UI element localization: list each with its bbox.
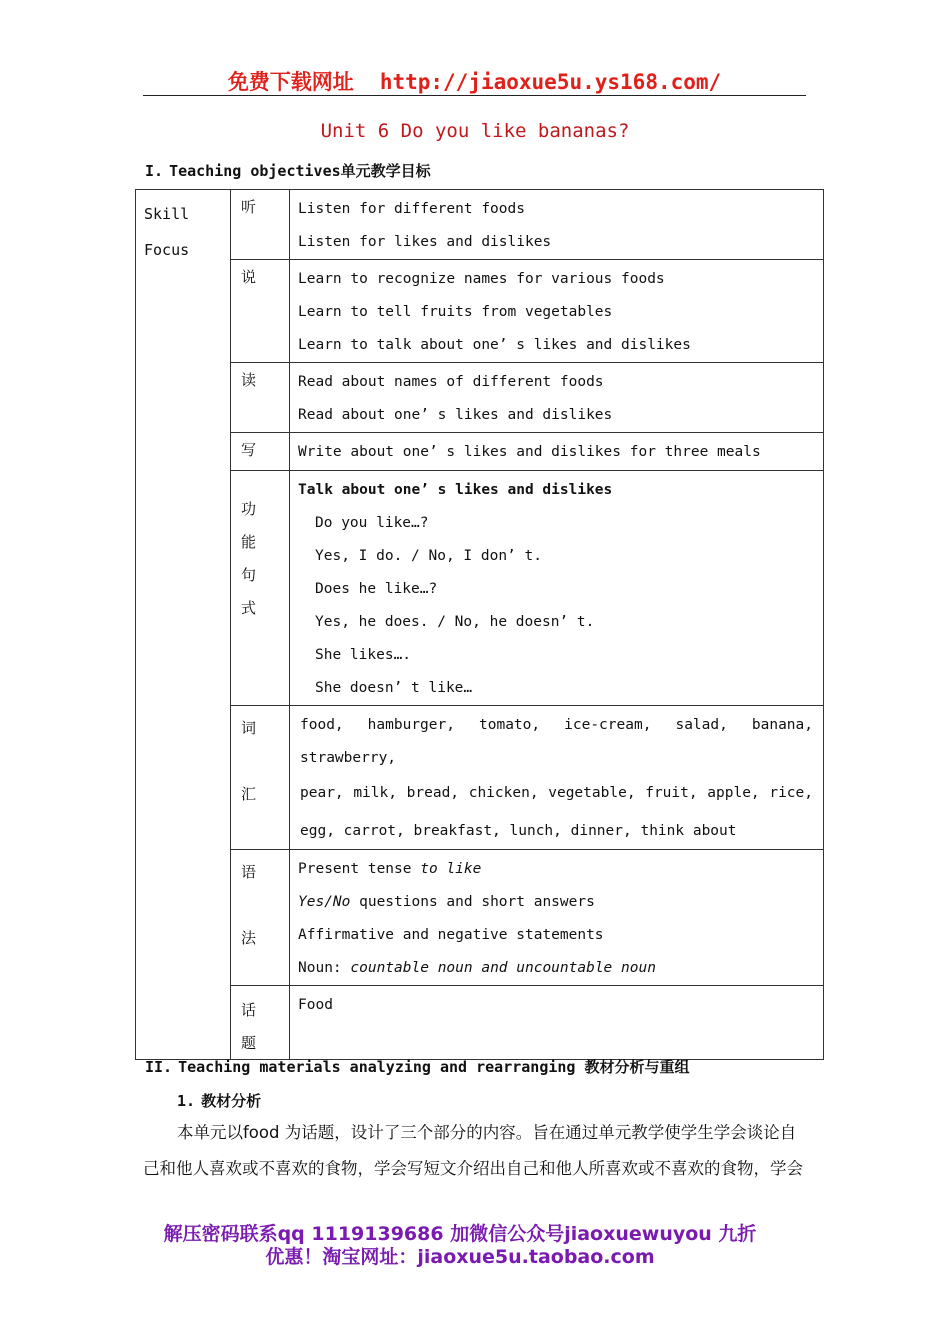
vocab-line: egg, carrot, breakfast, lunch, dinner, think about bbox=[300, 822, 737, 839]
category-functions: 功 能 句 式 bbox=[231, 471, 290, 706]
text-line: Food bbox=[298, 996, 333, 1013]
category-read: 读 bbox=[231, 363, 290, 433]
text-line: Present tense to like bbox=[298, 860, 482, 877]
text-line: Yes, I do. / No, I don’ t. bbox=[315, 548, 542, 564]
subsection-number: 1. bbox=[177, 1092, 196, 1110]
paragraph-line: 己和他人喜欢或不喜欢的食物，学会写短文介绍出自己和他人所喜欢或不喜欢的食物，学会 bbox=[143, 1159, 803, 1178]
vocab-line: pear, milk, bread, chicken, vegetable, fruit, apple, rice, bbox=[300, 785, 813, 801]
text-line: Listen for likes and dislikes bbox=[298, 234, 552, 250]
table-row-topic bbox=[136, 985, 824, 1059]
text-line: Yes, he does. / No, he doesn’ t. bbox=[315, 614, 595, 630]
subsection-heading bbox=[177, 1090, 261, 1111]
header-label: 免费下载网址 bbox=[227, 70, 354, 94]
text-line: Read about one’ s likes and dislikes bbox=[298, 407, 613, 423]
document-title: Unit 6 Do you like bananas? bbox=[320, 120, 630, 142]
focus-label: Focus bbox=[144, 241, 190, 259]
paragraph-line: 本单元以food 为话题，设计了三个部分的内容。旨在通过单元教学使学生学会谈论自 bbox=[177, 1123, 797, 1142]
text-line: Read about names of different foods bbox=[298, 374, 604, 390]
objectives-table bbox=[135, 189, 824, 1060]
section-number: II. bbox=[145, 1058, 173, 1076]
text-line: Do you like…? bbox=[315, 515, 429, 531]
vocab-line: food, hamburger, tomato, ice-cream, salad, banana, strawberry, bbox=[300, 717, 813, 766]
content-listen bbox=[290, 190, 824, 260]
category-listen: 听 bbox=[231, 190, 290, 260]
table-row-read bbox=[136, 363, 824, 433]
content-speak bbox=[290, 260, 824, 363]
section-title: Teaching materials analyzing and rearranging 教材分析与重组 bbox=[178, 1058, 690, 1076]
text-line: Noun: countable noun and uncountable noun bbox=[298, 959, 656, 976]
text-line: She doesn’ t like… bbox=[315, 680, 473, 696]
table-row-listen bbox=[136, 190, 824, 260]
content-read bbox=[290, 363, 824, 433]
skill-label: Skill bbox=[144, 205, 190, 223]
content-grammar bbox=[290, 849, 824, 985]
text-line: Does he like…? bbox=[315, 581, 438, 597]
content-write bbox=[290, 433, 824, 471]
section-heading-materials bbox=[145, 1056, 689, 1077]
content-vocabulary bbox=[290, 706, 824, 850]
functions-heading: Talk about one’ s likes and dislikes bbox=[298, 482, 613, 498]
category-grammar: 语 法 bbox=[231, 849, 290, 985]
table-row-write bbox=[136, 433, 824, 471]
table-row-vocabulary bbox=[136, 706, 824, 850]
category-write: 写 bbox=[231, 433, 290, 471]
footer-line: 优惠！淘宝网址：jiaoxue5u.taobao.com bbox=[265, 1246, 655, 1268]
content-functions bbox=[290, 471, 824, 706]
text-line: Listen for different foods bbox=[298, 201, 525, 217]
text-line: Write about one’ s likes and dislikes for three meals bbox=[298, 444, 761, 460]
text-line: Learn to recognize names for various foods bbox=[298, 271, 665, 287]
text-line: She likes…. bbox=[315, 647, 412, 663]
skill-focus-cell bbox=[136, 190, 231, 1060]
text-line: Yes/No questions and short answers bbox=[298, 893, 595, 910]
table-row-grammar bbox=[136, 849, 824, 985]
header-url-link[interactable]: http://jiaoxue5u.ys168.com/ bbox=[379, 70, 722, 94]
content-topic bbox=[290, 985, 824, 1059]
section-title: Teaching objectives单元教学目标 bbox=[169, 162, 431, 180]
category-vocabulary: 词 汇 bbox=[231, 706, 290, 850]
section-number: I. bbox=[145, 162, 164, 180]
footer-line: 解压密码联系qq 1119139686 加微信公众号jiaoxuewuyou 九折 bbox=[163, 1223, 757, 1245]
text-line: Learn to talk about one’ s likes and dislikes bbox=[298, 337, 691, 353]
category-speak: 说 bbox=[231, 260, 290, 363]
table-row-speak bbox=[136, 260, 824, 363]
header-rule bbox=[143, 95, 806, 96]
text-line: Affirmative and negative statements bbox=[298, 926, 604, 943]
category-topic: 话 题 bbox=[231, 985, 290, 1059]
text-line: Learn to tell fruits from vegetables bbox=[298, 304, 613, 320]
page-header bbox=[143, 66, 806, 96]
section-heading-objectives bbox=[145, 160, 431, 181]
table-row-functions bbox=[136, 471, 824, 706]
subsection-title: 教材分析 bbox=[201, 1092, 262, 1110]
